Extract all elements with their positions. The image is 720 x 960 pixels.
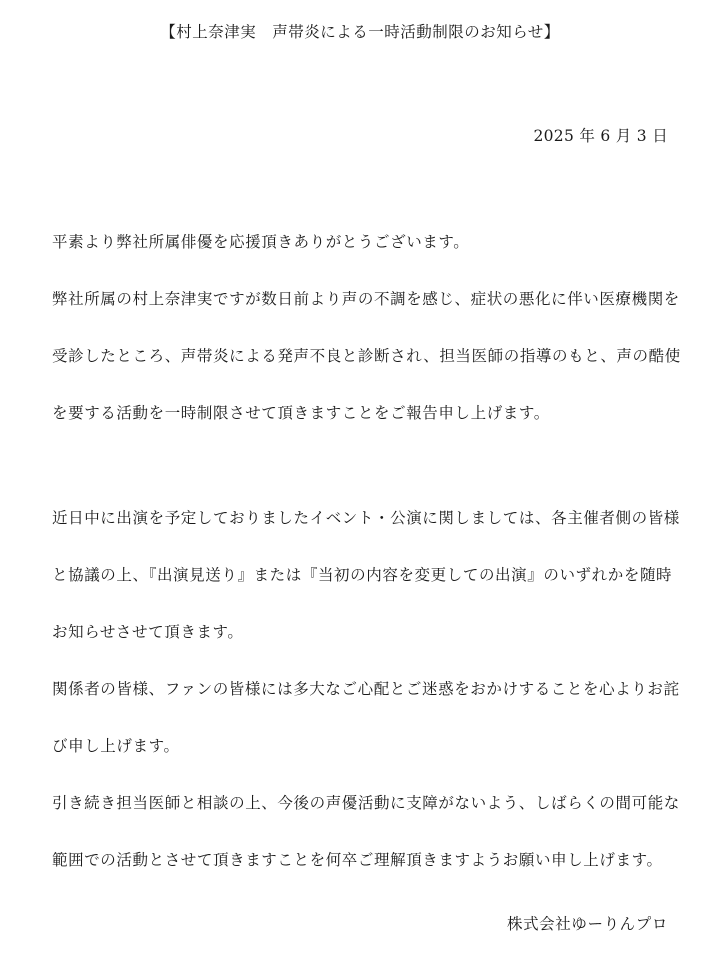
section-spacer [52, 456, 670, 504]
paragraph-line: を要する活動を一時制限させて頂きますことをご報告申し上げます。 [52, 404, 550, 422]
paragraph-line: 弊社所属の村上奈津実ですが数日前より声の不調を感じ、症状の悪化に伴い医療機関を [52, 290, 680, 308]
document-body [52, 228, 681, 903]
paragraph-apology [52, 675, 680, 760]
paragraph-closing [52, 789, 680, 874]
document-title: 【村上奈津実 声帯炎による一時活動制限のお知らせ】 [160, 23, 560, 41]
paragraph-line: び申し上げます。 [52, 737, 180, 755]
paragraph-line: お知らせさせて頂きます。 [52, 623, 244, 641]
paragraph-greeting [52, 228, 670, 256]
paragraph-diagnosis [52, 285, 681, 427]
paragraph-line: 関係者の皆様、ファンの皆様には多大なご心配とご迷惑をおかけすることを心よりお詫 [52, 680, 680, 698]
document-date: 2025 年 6 月 3 日 [533, 127, 668, 145]
paragraph-line: 受診したところ、声帯炎による発声不良と診断され、担当医師の指導のもと、声の酷使 [52, 347, 681, 365]
paragraph-line: 近日中に出演を予定しておりましたイベント・公演に関しましては、各主催者側の皆様 [52, 509, 680, 527]
paragraph-line: 平素より弊社所属俳優を応援頂きありがとうございます。 [52, 233, 470, 251]
paragraph-line: 引き続き担当医師と相談の上、今後の声優活動に支障がないよう、しばらくの間可能な [52, 794, 680, 812]
company-signature: 株式会社ゆーりんプロ [506, 915, 668, 933]
paragraph-line: と協議の上、『出演見送り』または『当初の内容を変更しての出演』のいずれかを随時 [52, 566, 673, 584]
paragraph-line: 範囲での活動とさせて頂きますことを何卒ご理解頂きますようお願い申し上げます。 [52, 851, 663, 869]
paragraph-events [52, 504, 680, 646]
